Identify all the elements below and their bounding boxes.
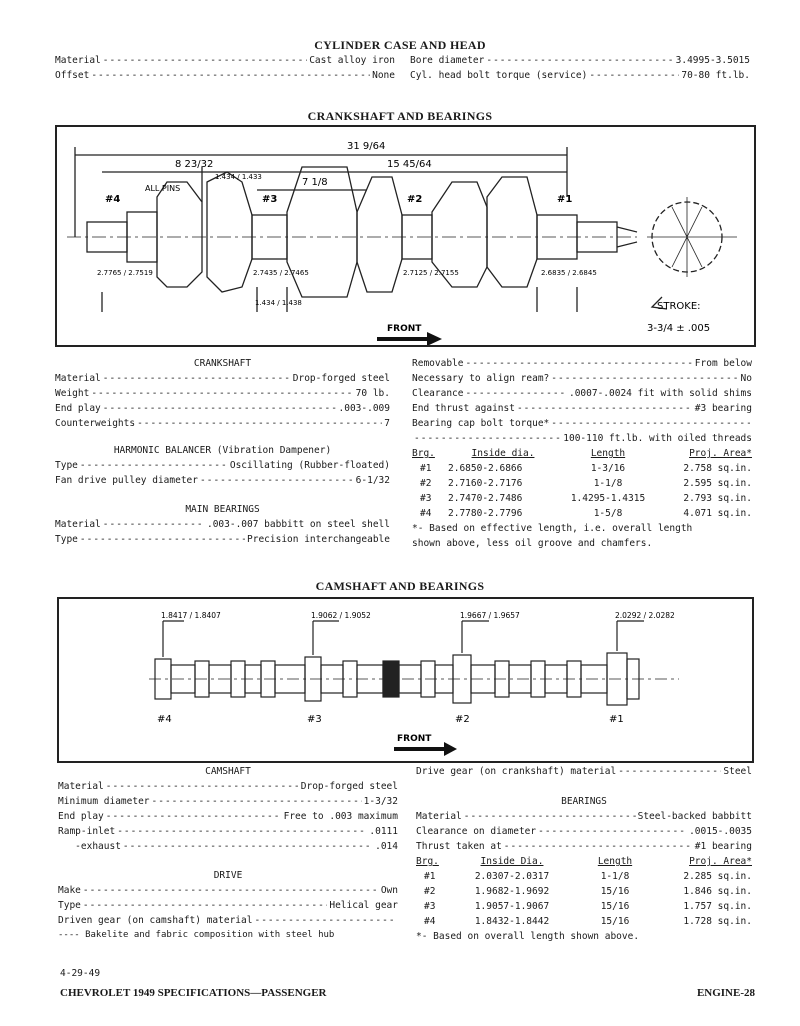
drive-gear-material: ---- Bakelite and fabric composition with steel hub	[58, 930, 335, 940]
cam-bearing-3-label: #3	[307, 714, 322, 725]
spec-value: Helical gear	[329, 900, 398, 911]
spec-row	[55, 386, 390, 401]
offset-length-label: 8 23/32	[175, 159, 214, 170]
main-bearings-title: MAIN BEARINGS	[185, 504, 260, 515]
spec-label: Material	[55, 55, 101, 66]
spec-value: 100-110 ft.lb. with oiled threads	[563, 433, 752, 444]
spec-value: .0015-.0035	[689, 826, 752, 837]
table-cell: 1.9682-1.9692	[474, 886, 550, 897]
table-cell: #2	[424, 886, 436, 897]
table-cell: 2.285 sq.in.	[683, 871, 752, 882]
table-row	[412, 476, 752, 491]
camshaft-diagram	[57, 597, 754, 763]
spec-value: None	[372, 70, 395, 81]
spec-value: Precision interchangeable	[247, 534, 390, 545]
spec-value: Own	[380, 885, 398, 896]
table-header	[416, 854, 752, 869]
cam-bearing-4-label: #4	[157, 714, 172, 725]
crankshaft-drawing	[57, 127, 754, 345]
spec-label: Cyl. head bolt torque (service)	[410, 70, 588, 81]
spec-row	[412, 356, 752, 371]
table-row	[416, 869, 752, 884]
spec-row	[55, 401, 390, 416]
spec-row	[55, 458, 390, 473]
table-cell: 1.9057-1.9067	[474, 901, 550, 912]
spec-value: Steel	[723, 766, 752, 777]
spec-row	[412, 416, 752, 431]
spec-row	[416, 824, 752, 839]
bearing-4-label: #4	[105, 194, 121, 205]
spec-label: Driven gear (on camshaft) material	[58, 915, 253, 926]
table-row	[412, 491, 752, 506]
spec-label: Type	[58, 900, 81, 911]
spec-label: Type	[55, 534, 78, 545]
cam-bearing-table	[416, 854, 752, 929]
spec-label: Drive gear (on crankshaft) material	[416, 766, 617, 777]
front-arrow-icon	[394, 742, 457, 756]
spec-label: Thrust taken at	[416, 841, 502, 852]
spec-row	[58, 883, 398, 898]
table-cell: 1.8432-1.8442	[474, 916, 550, 927]
spec-row	[58, 839, 398, 854]
table-cell: #3	[420, 493, 432, 504]
journal-4-dim: 2.7765 / 2.7519	[97, 269, 153, 277]
front-label: FRONT	[387, 324, 422, 334]
crankshaft-title: CRANKSHAFT	[193, 358, 252, 369]
table-header-cell: Brg.	[412, 448, 435, 459]
journal-4-length: 1.434 / 1.438	[255, 299, 302, 307]
bearing-3-label: #3	[262, 194, 278, 205]
spec-value: Drop-forged steel	[292, 373, 390, 384]
table-cell: 2.0307-2.0317	[474, 871, 550, 882]
table-cell: #1	[420, 463, 432, 474]
stroke-label: STROKE:	[657, 301, 701, 312]
spec-label: Weight	[55, 388, 90, 399]
spec-row	[412, 401, 752, 416]
spec-value: 6-1/32	[355, 475, 390, 486]
table-cell: #2	[420, 478, 432, 489]
spec-value: .014	[375, 841, 398, 852]
spec-row	[55, 532, 390, 547]
table-header-cell: Inside dia.	[471, 448, 535, 459]
spec-row	[58, 779, 398, 794]
table-header-cell: Length	[597, 856, 633, 867]
table-cell: 2.793 sq.in.	[683, 493, 752, 504]
overall-length-label: 31 9/64	[347, 141, 386, 152]
spec-label: Material	[55, 373, 101, 384]
spec-row	[55, 473, 390, 488]
spec-value: Oscillating (Rubber-floated)	[229, 460, 390, 471]
table-cell: #3	[424, 901, 436, 912]
crank-bearing-specs	[412, 356, 752, 551]
table-row	[416, 884, 752, 899]
table-cell: 1-3/16	[590, 463, 626, 474]
spec-row	[58, 898, 398, 913]
spec-value: .0007-.0024 fit with solid shims	[568, 388, 752, 399]
drive-title: DRIVE	[213, 870, 243, 881]
spec-row	[412, 431, 752, 446]
table-row	[416, 899, 752, 914]
spec-row	[416, 809, 752, 824]
camshaft-drawing	[59, 599, 752, 761]
table-cell: 1.4295-1.4315	[570, 493, 646, 504]
spec-row	[416, 839, 752, 854]
table-cell: 15/16	[600, 901, 630, 912]
spec-label: End play	[58, 811, 104, 822]
cam-journal-2-dim: 1.9667 / 1.9657	[460, 611, 520, 620]
spec-row	[412, 371, 752, 386]
table-cell: #4	[420, 508, 432, 519]
spec-row	[58, 809, 398, 824]
spec-row	[58, 794, 398, 809]
spec-value: From below	[694, 358, 752, 369]
camshaft-title: CAMSHAFT	[205, 766, 251, 777]
spec-value: .003-.007 babbitt on steel shell	[206, 519, 390, 530]
spec-label: Necessary to align ream?	[412, 373, 550, 384]
table-cell: #4	[424, 916, 436, 927]
spec-label: -exhaust	[58, 841, 121, 852]
camshaft-specs	[58, 764, 398, 943]
table-header	[412, 446, 752, 461]
table-header-cell: Proj. Area*	[689, 856, 752, 867]
spec-label: Ramp-inlet	[58, 826, 116, 837]
table-cell: #1	[424, 871, 436, 882]
spec-label: Fan drive pulley diameter	[55, 475, 198, 486]
footnote: shown above, less oil groove and chamfers.	[412, 538, 653, 549]
spec-value: 1-3/32	[363, 796, 398, 807]
spec-row	[55, 517, 390, 532]
spec-row	[412, 386, 752, 401]
cam-journal-1-dim: 2.0292 / 2.0282	[615, 611, 675, 620]
spec-row	[55, 53, 395, 68]
table-cell: 1.846 sq.in.	[683, 886, 752, 897]
page-number: ENGINE-28	[696, 987, 755, 999]
table-cell: 2.7160-2.7176	[448, 478, 523, 489]
spec-value: .0111	[369, 826, 398, 837]
spec-value: 70-80 ft.lb.	[681, 70, 750, 81]
table-row	[416, 914, 752, 929]
table-row	[412, 506, 752, 521]
spec-value: Drop-forged steel	[300, 781, 398, 792]
cam-journal-3-dim: 1.9062 / 1.9052	[311, 611, 371, 620]
spec-value: Cast alloy iron	[309, 55, 395, 66]
bearing-1-label: #1	[557, 194, 573, 205]
table-cell: 1.728 sq.in.	[683, 916, 752, 927]
footer-title: CHEVROLET 1949 SPECIFICATIONS—PASSENGER	[60, 987, 327, 999]
cylinder-title: CYLINDER CASE AND HEAD	[314, 38, 486, 52]
spec-value: 70 lb.	[355, 388, 390, 399]
spec-row	[416, 764, 752, 779]
pin-dim-label: 1.434 / 1.433	[215, 173, 262, 181]
spec-value: Steel-backed babbitt	[637, 811, 752, 822]
cam-bearing-specs	[416, 764, 752, 944]
spec-label: Removable	[412, 358, 464, 369]
table-cell: 1-1/8	[600, 871, 630, 882]
table-cell: 1-1/8	[593, 478, 623, 489]
spec-label: Bore diameter	[410, 55, 485, 66]
table-cell: 2.6850-2.6866	[448, 463, 523, 474]
spec-value: Free to .003 maximum	[283, 811, 398, 822]
crank-bearing-table	[412, 446, 752, 521]
table-row	[412, 461, 752, 476]
table-cell: 2.7470-2.7486	[448, 493, 523, 504]
table-cell: 2.7780-2.7796	[448, 508, 523, 519]
table-cell: 1.757 sq.in.	[683, 901, 752, 912]
table-cell: 15/16	[600, 886, 630, 897]
pin-spacing-label: 7 1/8	[302, 177, 328, 188]
spec-label: Clearance	[412, 388, 464, 399]
spec-value: #1 bearing	[694, 841, 752, 852]
spec-row	[410, 68, 750, 83]
spec-label: Type	[55, 460, 78, 471]
spec-label: Material	[58, 781, 104, 792]
table-header-cell: Brg.	[416, 856, 439, 867]
spec-label: Material	[55, 519, 101, 530]
spec-value: 7	[384, 418, 390, 429]
spec-label: End play	[55, 403, 101, 414]
footnote: *- Based on overall length shown above.	[416, 931, 640, 942]
front-label: FRONT	[397, 734, 432, 744]
cam-journal-4-dim: 1.8417 / 1.8407	[161, 611, 221, 620]
spec-label: Make	[58, 885, 81, 896]
spec-label: Minimum diameter	[58, 796, 150, 807]
spec-label: Material	[416, 811, 462, 822]
spec-value: No	[740, 373, 752, 384]
spec-row	[410, 53, 750, 68]
all-pins-label: ALL PINS	[145, 184, 181, 193]
spec-label: Offset	[55, 70, 90, 81]
cam-bearing-1-label: #1	[609, 714, 624, 725]
crankshaft-diagram	[55, 125, 756, 347]
spec-row	[55, 68, 395, 83]
harmonic-title: HARMONIC BALANCER (Vibration Dampener)	[113, 445, 332, 456]
table-header-cell: Proj. Area*	[689, 448, 752, 459]
spec-row	[58, 913, 398, 928]
table-cell: 1-5/8	[593, 508, 623, 519]
journal-1-dim: 2.6835 / 2.6845	[541, 269, 597, 277]
cam-section-title: CAMSHAFT AND BEARINGS	[315, 579, 485, 593]
spec-row	[55, 416, 390, 431]
journal-3-dim: 2.7435 / 2.7465	[253, 269, 309, 277]
stroke-value: 3-3/4 ± .005	[647, 323, 711, 334]
footnote: *- Based on effective length, i.e. overall length	[412, 523, 693, 534]
spec-value: #3 bearing	[694, 403, 752, 414]
spec-label: Bearing cap bolt torque*	[412, 418, 550, 429]
spec-label: Clearance on diameter	[416, 826, 537, 837]
crank-section-title: CRANKSHAFT AND BEARINGS	[307, 109, 493, 123]
cylinder-right-specs	[410, 53, 750, 83]
table-cell: 2.758 sq.in.	[683, 463, 752, 474]
table-header-cell: Inside Dia.	[480, 856, 544, 867]
page-date: 4-29-49	[60, 968, 101, 979]
journal-2-dim: 2.7125 / 2.7155	[403, 269, 459, 277]
crankshaft-specs	[55, 356, 390, 547]
cam-bearing-2-label: #2	[455, 714, 470, 725]
table-cell: 15/16	[600, 916, 630, 927]
spec-row	[58, 824, 398, 839]
spec-value: .003-.009	[338, 403, 390, 414]
bearings-title: BEARINGS	[561, 796, 607, 807]
table-cell: 4.071 sq.in.	[683, 508, 752, 519]
bearing-2-label: #2	[407, 194, 423, 205]
spec-label: End thrust against	[412, 403, 515, 414]
spec-label: Counterweights	[55, 418, 136, 429]
table-cell: 2.595 sq.in.	[683, 478, 752, 489]
spec-value: 3.4995-3.5015	[675, 55, 750, 66]
cylinder-left-specs	[55, 53, 395, 83]
span-length-label: 15 45/64	[387, 159, 432, 170]
table-header-cell: Length	[590, 448, 626, 459]
spec-row	[55, 371, 390, 386]
